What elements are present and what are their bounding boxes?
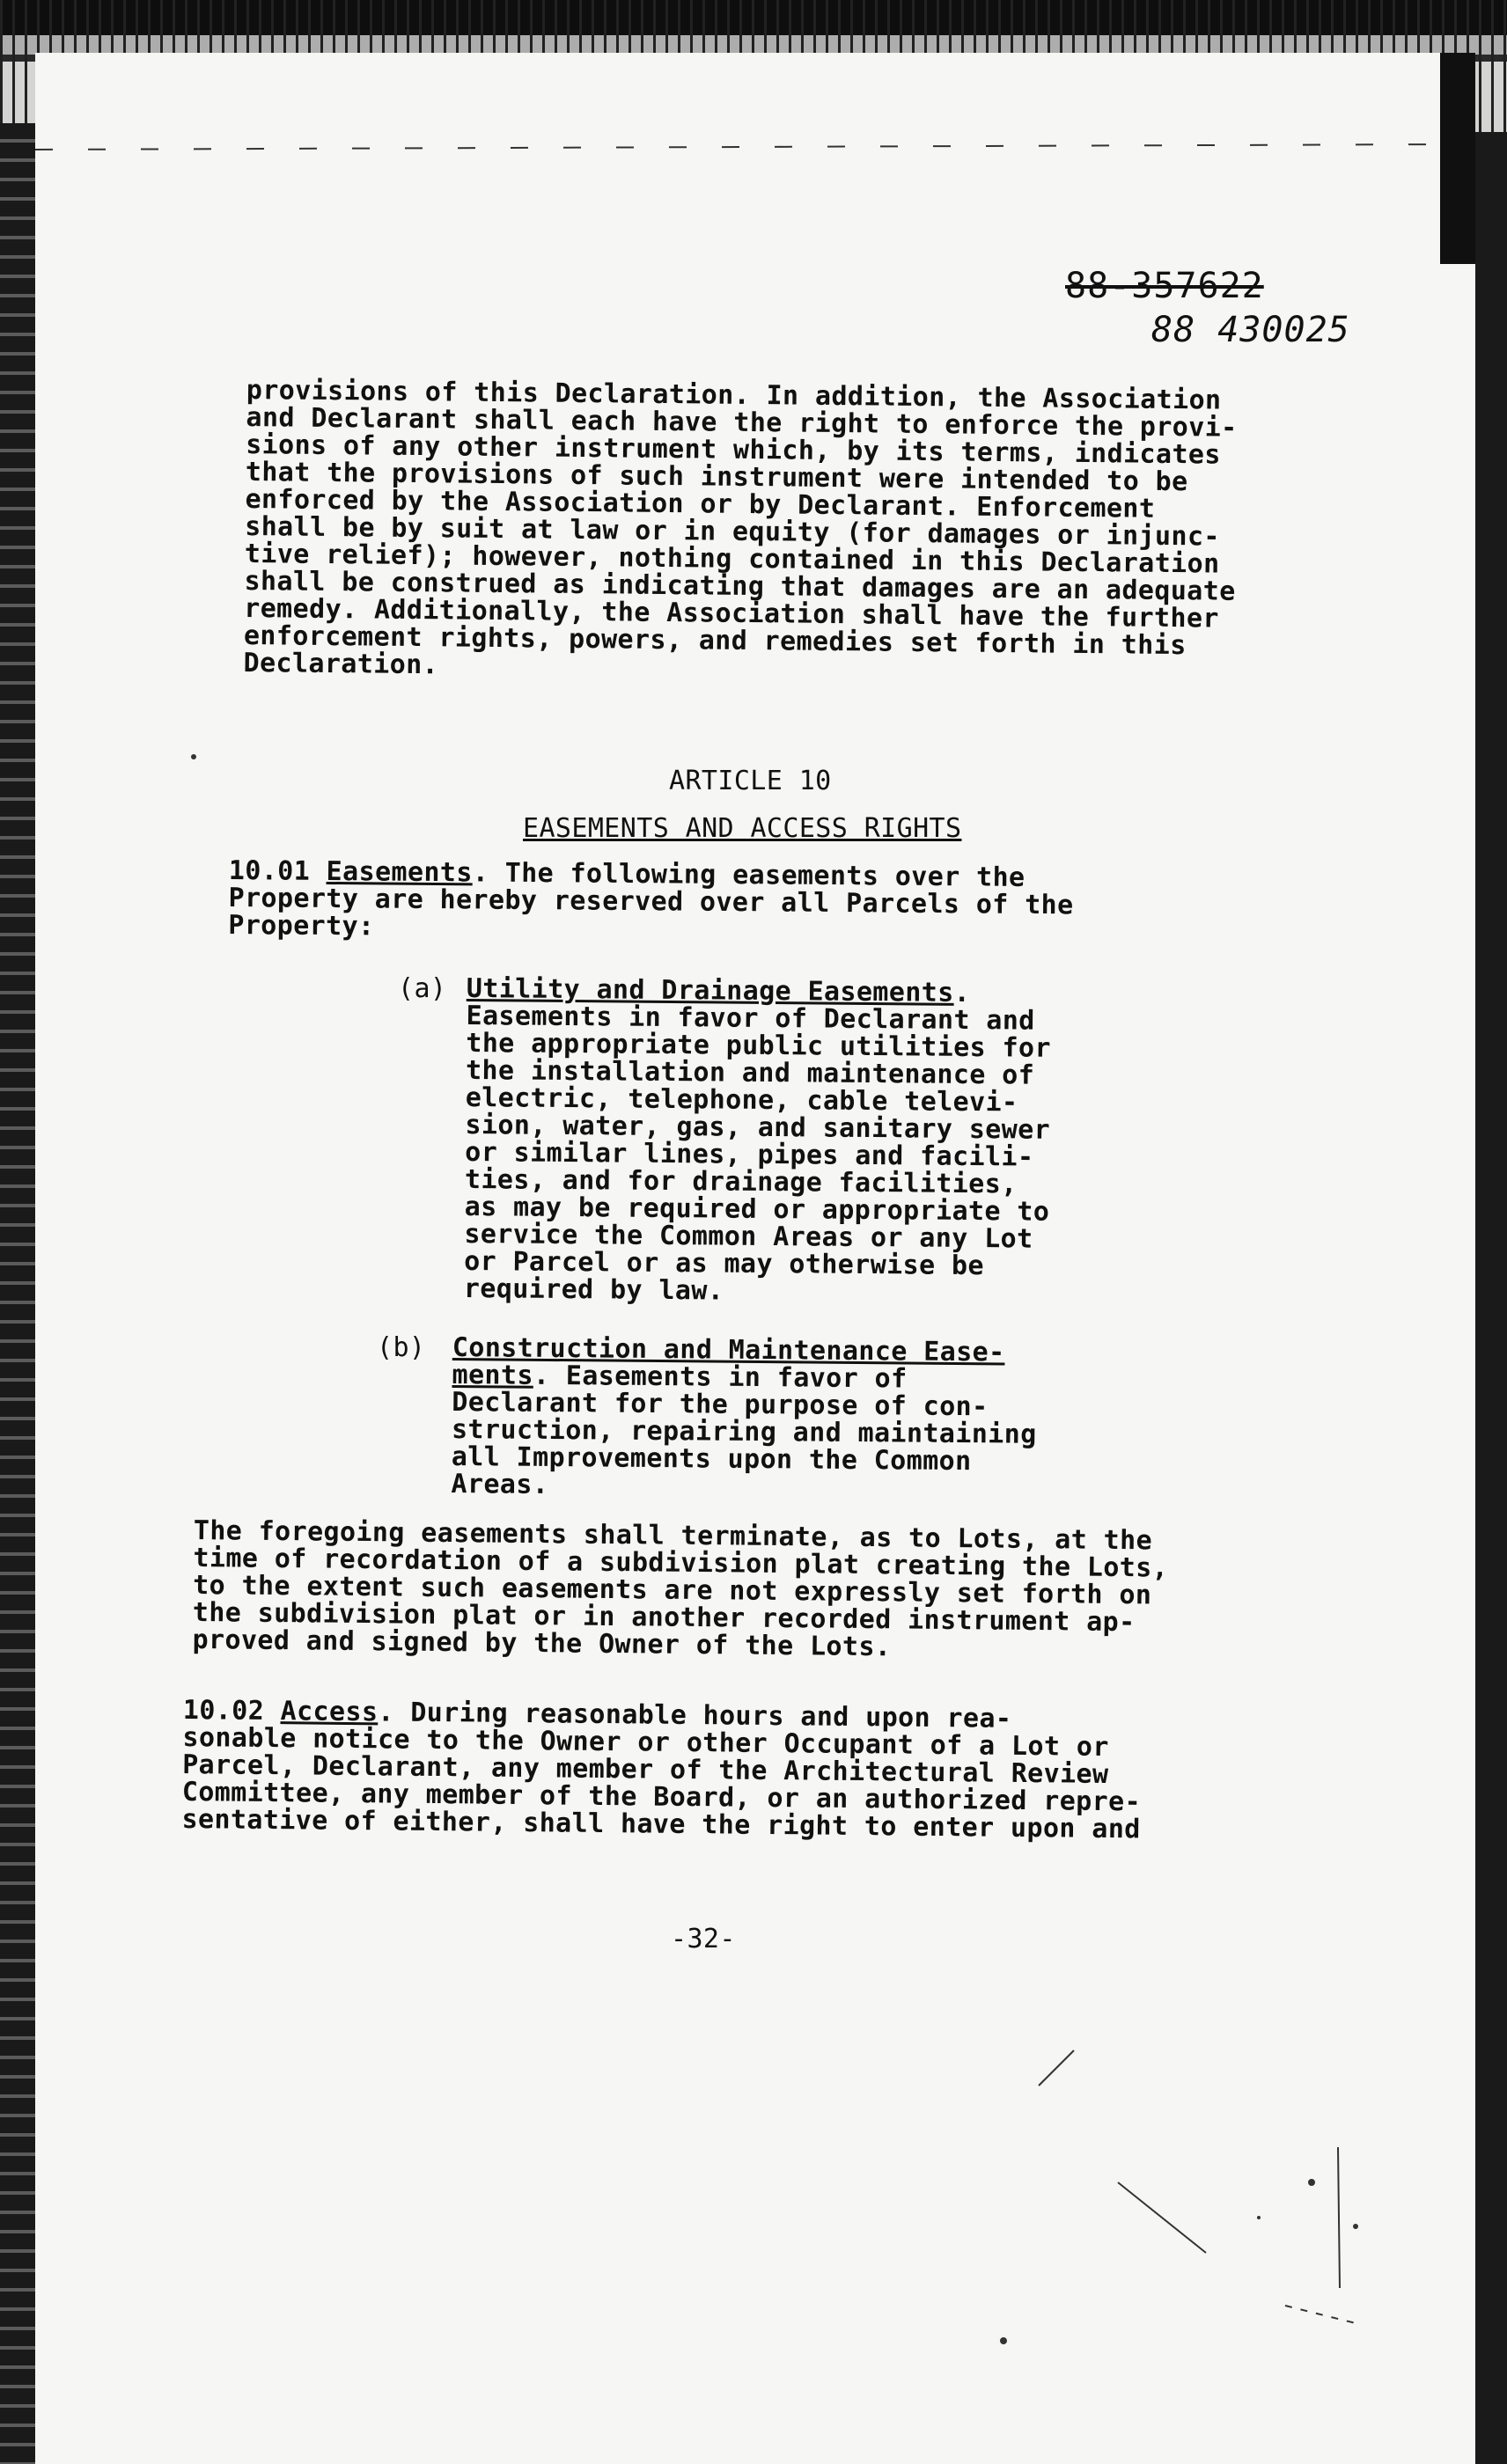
item-b-label: (b) — [377, 1332, 426, 1363]
termination-paragraph: The foregoing easements shall terminate, as to Lots, at the time of recordation of a subdivision plat creating the Lots, to the extent such easements are not expressly set forth on the subdivision plat or in another recorded instrument ap- proved and signed by the Owner of the Lots. — [192, 1515, 1169, 1663]
article-label: ARTICLE 10 — [669, 766, 832, 796]
item-a — [464, 975, 1136, 1309]
item-b-text: . Easements in favor of Declarant for the purpose of con- struction, repairing and maintaining all Improvements upon the Common Areas. — [451, 1360, 1037, 1500]
item-a-title: Utility and Drainage Easements — [466, 973, 954, 1008]
record-number-new: 88 430025 — [1151, 310, 1350, 350]
section-10-02 — [181, 1697, 1301, 1844]
section-10-01 — [228, 857, 1320, 949]
article-title: EASEMENTS AND ACCESS RIGHTS — [523, 813, 962, 844]
section-10-01-title: Easements — [326, 855, 473, 889]
section-10-01-text: . The following easements over the Property are hereby reserved over all Parcels of the Property: — [228, 857, 1074, 942]
item-b — [451, 1334, 1121, 1504]
record-number-struck: 88-357622 — [1065, 266, 1264, 306]
scanned-page — [35, 53, 1475, 2464]
section-10-02-text: . During reasonable hours and upon rea- sonable notice to the Owner or other Occupant of a Lot or Parcel, Declarant, any member of the Architectural Review Committee, any member of the Board, or an authorized repre- sentative of either, shall have the right to enter upon and — [181, 1697, 1142, 1845]
section-10-02-title: Access — [280, 1696, 379, 1728]
opening-paragraph: provisions of this Declaration. In addition, the Association and Declarant shall each have the right to enforce the provi- sions of any other instrument which, by its terms, indicates that the provisions of such instrument were intended to be enforced by the Association or by Declarant. Enforcement shall be by suit at law or in equity (for damages or injunc- tive relief); however, nothing contained in this Declaration shall be construed as indicating that damages are an adequate remedy. Additionally, the Association shall have the further enforcement rights, powers, and remedies set forth in this Declaration. — [243, 375, 1238, 681]
item-b-title: Construction and Maintenance Ease- ments — [452, 1332, 1005, 1391]
section-10-01-number: 10.01 — [228, 855, 311, 887]
item-a-text: . Easements in favor of Declarant and the appropriate public utilities for the installation and maintenance of electric, telephone, cable televi- sion, water, gas, and sanitary sewer or similar lines, pipes and facili- ties, and for drainage facilities, as may be required or appropriate to service the Common Areas or any Lot or Parcel or as may otherwise be required by law. — [463, 977, 1052, 1307]
scan-edge-left — [0, 123, 35, 2464]
page-number: -32- — [671, 1924, 736, 1954]
item-a-label: (a) — [398, 973, 447, 1004]
section-10-02-number: 10.02 — [182, 1695, 265, 1727]
